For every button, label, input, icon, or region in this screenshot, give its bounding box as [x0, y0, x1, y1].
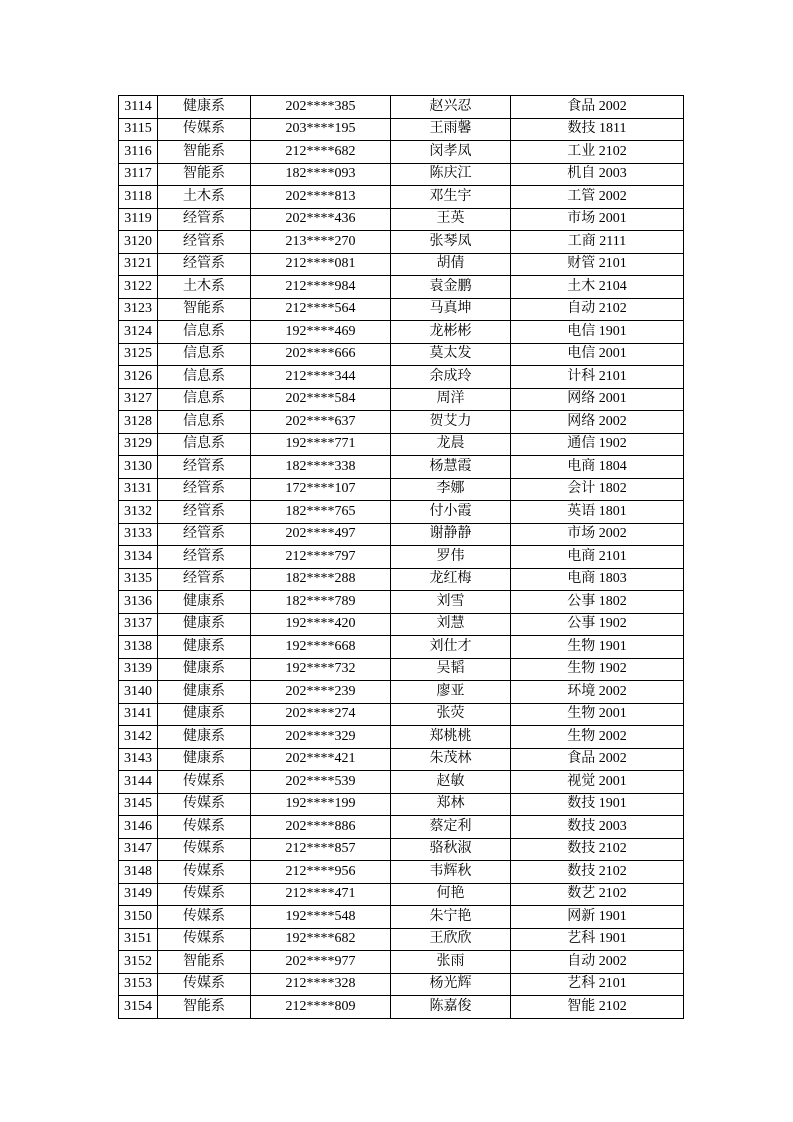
table-row [119, 838, 684, 861]
student-name-cell: 廖亚 [391, 681, 511, 704]
student-name-cell: 马真坤 [391, 298, 511, 321]
class-cell: 工商 2111 [511, 231, 684, 254]
department-cell: 传媒系 [158, 771, 251, 794]
row-id-cell: 3147 [119, 838, 158, 861]
masked-number-cell: 202****977 [251, 951, 391, 974]
department-cell: 传媒系 [158, 906, 251, 929]
row-id-cell: 3122 [119, 276, 158, 299]
masked-number-cell: 212****471 [251, 883, 391, 906]
department-cell: 经管系 [158, 253, 251, 276]
row-id-cell: 3132 [119, 501, 158, 524]
class-cell: 英语 1801 [511, 501, 684, 524]
class-cell: 生物 2001 [511, 703, 684, 726]
department-cell: 经管系 [158, 478, 251, 501]
table-row [119, 501, 684, 524]
masked-number-cell: 202****637 [251, 411, 391, 434]
class-cell: 生物 1901 [511, 636, 684, 659]
student-name-cell: 杨慧霞 [391, 456, 511, 479]
row-id-cell: 3125 [119, 343, 158, 366]
department-cell: 土木系 [158, 186, 251, 209]
department-cell: 信息系 [158, 343, 251, 366]
department-cell: 土木系 [158, 276, 251, 299]
class-cell: 工管 2002 [511, 186, 684, 209]
student-name-cell: 赵敏 [391, 771, 511, 794]
department-cell: 信息系 [158, 433, 251, 456]
department-cell: 健康系 [158, 96, 251, 119]
department-cell: 传媒系 [158, 793, 251, 816]
row-id-cell: 3144 [119, 771, 158, 794]
table-row [119, 163, 684, 186]
row-id-cell: 3128 [119, 411, 158, 434]
row-id-cell: 3137 [119, 613, 158, 636]
student-name-cell: 贺艾力 [391, 411, 511, 434]
department-cell: 健康系 [158, 681, 251, 704]
class-cell: 会计 1802 [511, 478, 684, 501]
table-row [119, 703, 684, 726]
class-cell: 数技 1901 [511, 793, 684, 816]
table-row [119, 253, 684, 276]
row-id-cell: 3119 [119, 208, 158, 231]
student-name-cell: 谢静静 [391, 523, 511, 546]
row-id-cell: 3153 [119, 973, 158, 996]
department-cell: 健康系 [158, 748, 251, 771]
row-id-cell: 3134 [119, 546, 158, 569]
table-row [119, 906, 684, 929]
row-id-cell: 3126 [119, 366, 158, 389]
class-cell: 数技 2102 [511, 861, 684, 884]
student-name-cell: 骆秋淑 [391, 838, 511, 861]
masked-number-cell: 192****668 [251, 636, 391, 659]
student-name-cell: 陈嘉俊 [391, 996, 511, 1019]
class-cell: 艺科 1901 [511, 928, 684, 951]
row-id-cell: 3118 [119, 186, 158, 209]
masked-number-cell: 212****984 [251, 276, 391, 299]
row-id-cell: 3142 [119, 726, 158, 749]
table-row [119, 456, 684, 479]
row-id-cell: 3146 [119, 816, 158, 839]
table-row [119, 298, 684, 321]
department-cell: 经管系 [158, 546, 251, 569]
student-name-cell: 张琴凤 [391, 231, 511, 254]
student-name-cell: 罗伟 [391, 546, 511, 569]
student-records-table [118, 95, 684, 1019]
table-row [119, 208, 684, 231]
department-cell: 智能系 [158, 996, 251, 1019]
row-id-cell: 3141 [119, 703, 158, 726]
student-name-cell: 邓生宇 [391, 186, 511, 209]
department-cell: 传媒系 [158, 928, 251, 951]
table-row [119, 816, 684, 839]
class-cell: 通信 1902 [511, 433, 684, 456]
masked-number-cell: 212****564 [251, 298, 391, 321]
table-row [119, 726, 684, 749]
masked-number-cell: 202****813 [251, 186, 391, 209]
class-cell: 生物 1902 [511, 658, 684, 681]
class-cell: 生物 2002 [511, 726, 684, 749]
row-id-cell: 3154 [119, 996, 158, 1019]
class-cell: 财管 2101 [511, 253, 684, 276]
student-name-cell: 袁金鹏 [391, 276, 511, 299]
student-name-cell: 张雨 [391, 951, 511, 974]
student-name-cell: 龙红梅 [391, 568, 511, 591]
masked-number-cell: 192****682 [251, 928, 391, 951]
masked-number-cell: 202****385 [251, 96, 391, 119]
student-name-cell: 莫太发 [391, 343, 511, 366]
class-cell: 电信 2001 [511, 343, 684, 366]
department-cell: 经管系 [158, 208, 251, 231]
row-id-cell: 3152 [119, 951, 158, 974]
row-id-cell: 3139 [119, 658, 158, 681]
department-cell: 传媒系 [158, 861, 251, 884]
department-cell: 智能系 [158, 951, 251, 974]
row-id-cell: 3117 [119, 163, 158, 186]
department-cell: 信息系 [158, 366, 251, 389]
row-id-cell: 3143 [119, 748, 158, 771]
masked-number-cell: 192****771 [251, 433, 391, 456]
masked-number-cell: 212****809 [251, 996, 391, 1019]
table-row [119, 478, 684, 501]
table-row [119, 186, 684, 209]
table-row [119, 568, 684, 591]
student-name-cell: 闵孝凤 [391, 141, 511, 164]
row-id-cell: 3149 [119, 883, 158, 906]
student-name-cell: 郑林 [391, 793, 511, 816]
masked-number-cell: 192****199 [251, 793, 391, 816]
row-id-cell: 3129 [119, 433, 158, 456]
student-name-cell: 郑桃桃 [391, 726, 511, 749]
class-cell: 市场 2001 [511, 208, 684, 231]
table-row [119, 658, 684, 681]
table-row [119, 118, 684, 141]
class-cell: 环境 2002 [511, 681, 684, 704]
row-id-cell: 3114 [119, 96, 158, 119]
table-row [119, 546, 684, 569]
student-name-cell: 刘雪 [391, 591, 511, 614]
student-name-cell: 赵兴忍 [391, 96, 511, 119]
row-id-cell: 3124 [119, 321, 158, 344]
class-cell: 网络 2002 [511, 411, 684, 434]
department-cell: 健康系 [158, 591, 251, 614]
student-name-cell: 王英 [391, 208, 511, 231]
student-name-cell: 龙彬彬 [391, 321, 511, 344]
masked-number-cell: 202****666 [251, 343, 391, 366]
masked-number-cell: 212****081 [251, 253, 391, 276]
class-cell: 计科 2101 [511, 366, 684, 389]
department-cell: 健康系 [158, 613, 251, 636]
row-id-cell: 3148 [119, 861, 158, 884]
row-id-cell: 3133 [119, 523, 158, 546]
department-cell: 信息系 [158, 388, 251, 411]
masked-number-cell: 213****270 [251, 231, 391, 254]
table-row [119, 276, 684, 299]
class-cell: 数技 1811 [511, 118, 684, 141]
table-row [119, 388, 684, 411]
masked-number-cell: 202****539 [251, 771, 391, 794]
masked-number-cell: 212****344 [251, 366, 391, 389]
masked-number-cell: 202****421 [251, 748, 391, 771]
table-row [119, 681, 684, 704]
table-row [119, 793, 684, 816]
student-name-cell: 龙晨 [391, 433, 511, 456]
department-cell: 经管系 [158, 231, 251, 254]
table-row [119, 883, 684, 906]
class-cell: 数技 2102 [511, 838, 684, 861]
class-cell: 自动 2002 [511, 951, 684, 974]
row-id-cell: 3131 [119, 478, 158, 501]
department-cell: 经管系 [158, 568, 251, 591]
row-id-cell: 3145 [119, 793, 158, 816]
table-row [119, 771, 684, 794]
row-id-cell: 3138 [119, 636, 158, 659]
masked-number-cell: 212****682 [251, 141, 391, 164]
table-row [119, 366, 684, 389]
masked-number-cell: 192****732 [251, 658, 391, 681]
row-id-cell: 3127 [119, 388, 158, 411]
masked-number-cell: 182****789 [251, 591, 391, 614]
class-cell: 智能 2102 [511, 996, 684, 1019]
masked-number-cell: 203****195 [251, 118, 391, 141]
table-row [119, 433, 684, 456]
department-cell: 智能系 [158, 163, 251, 186]
department-cell: 传媒系 [158, 816, 251, 839]
table-row [119, 613, 684, 636]
student-name-cell: 韦辉秋 [391, 861, 511, 884]
department-cell: 经管系 [158, 456, 251, 479]
table-row [119, 591, 684, 614]
class-cell: 电商 1804 [511, 456, 684, 479]
class-cell: 电信 1901 [511, 321, 684, 344]
masked-number-cell: 182****338 [251, 456, 391, 479]
class-cell: 机自 2003 [511, 163, 684, 186]
class-cell: 数技 2003 [511, 816, 684, 839]
class-cell: 公事 1902 [511, 613, 684, 636]
department-cell: 经管系 [158, 523, 251, 546]
class-cell: 艺科 2101 [511, 973, 684, 996]
table-row [119, 928, 684, 951]
records-table-body [119, 96, 684, 1019]
table-row [119, 96, 684, 119]
student-name-cell: 周洋 [391, 388, 511, 411]
masked-number-cell: 212****797 [251, 546, 391, 569]
masked-number-cell: 202****584 [251, 388, 391, 411]
department-cell: 智能系 [158, 141, 251, 164]
department-cell: 智能系 [158, 298, 251, 321]
masked-number-cell: 202****436 [251, 208, 391, 231]
row-id-cell: 3121 [119, 253, 158, 276]
masked-number-cell: 192****548 [251, 906, 391, 929]
department-cell: 传媒系 [158, 883, 251, 906]
masked-number-cell: 212****857 [251, 838, 391, 861]
table-row [119, 748, 684, 771]
student-name-cell: 朱宁艳 [391, 906, 511, 929]
table-row [119, 231, 684, 254]
class-cell: 电商 1803 [511, 568, 684, 591]
row-id-cell: 3136 [119, 591, 158, 614]
department-cell: 信息系 [158, 321, 251, 344]
table-row [119, 523, 684, 546]
table-row [119, 973, 684, 996]
table-row [119, 411, 684, 434]
class-cell: 公事 1802 [511, 591, 684, 614]
table-row [119, 343, 684, 366]
student-name-cell: 李娜 [391, 478, 511, 501]
row-id-cell: 3151 [119, 928, 158, 951]
row-id-cell: 3140 [119, 681, 158, 704]
student-name-cell: 王雨馨 [391, 118, 511, 141]
masked-number-cell: 202****497 [251, 523, 391, 546]
masked-number-cell: 182****093 [251, 163, 391, 186]
masked-number-cell: 192****469 [251, 321, 391, 344]
table-row [119, 321, 684, 344]
class-cell: 网新 1901 [511, 906, 684, 929]
masked-number-cell: 202****274 [251, 703, 391, 726]
row-id-cell: 3115 [119, 118, 158, 141]
department-cell: 传媒系 [158, 973, 251, 996]
class-cell: 食品 2002 [511, 748, 684, 771]
class-cell: 自动 2102 [511, 298, 684, 321]
student-name-cell: 何艳 [391, 883, 511, 906]
student-name-cell: 余成玲 [391, 366, 511, 389]
department-cell: 健康系 [158, 636, 251, 659]
row-id-cell: 3135 [119, 568, 158, 591]
class-cell: 工业 2102 [511, 141, 684, 164]
class-cell: 视觉 2001 [511, 771, 684, 794]
department-cell: 健康系 [158, 658, 251, 681]
student-name-cell: 杨光辉 [391, 973, 511, 996]
row-id-cell: 3120 [119, 231, 158, 254]
department-cell: 健康系 [158, 703, 251, 726]
table-row [119, 951, 684, 974]
class-cell: 电商 2101 [511, 546, 684, 569]
table-row [119, 996, 684, 1019]
table-row [119, 141, 684, 164]
masked-number-cell: 192****420 [251, 613, 391, 636]
student-name-cell: 蔡定利 [391, 816, 511, 839]
class-cell: 数艺 2102 [511, 883, 684, 906]
masked-number-cell: 202****886 [251, 816, 391, 839]
masked-number-cell: 212****956 [251, 861, 391, 884]
masked-number-cell: 202****239 [251, 681, 391, 704]
table-row [119, 861, 684, 884]
student-name-cell: 朱茂林 [391, 748, 511, 771]
student-name-cell: 付小霞 [391, 501, 511, 524]
student-name-cell: 胡倩 [391, 253, 511, 276]
row-id-cell: 3130 [119, 456, 158, 479]
table-row [119, 636, 684, 659]
row-id-cell: 3123 [119, 298, 158, 321]
row-id-cell: 3150 [119, 906, 158, 929]
department-cell: 传媒系 [158, 118, 251, 141]
class-cell: 市场 2002 [511, 523, 684, 546]
class-cell: 土木 2104 [511, 276, 684, 299]
department-cell: 健康系 [158, 726, 251, 749]
class-cell: 网络 2001 [511, 388, 684, 411]
student-name-cell: 陈庆江 [391, 163, 511, 186]
class-cell: 食品 2002 [511, 96, 684, 119]
masked-number-cell: 212****328 [251, 973, 391, 996]
department-cell: 经管系 [158, 501, 251, 524]
department-cell: 信息系 [158, 411, 251, 434]
masked-number-cell: 202****329 [251, 726, 391, 749]
student-name-cell: 刘仕才 [391, 636, 511, 659]
department-cell: 传媒系 [158, 838, 251, 861]
student-name-cell: 王欣欣 [391, 928, 511, 951]
student-name-cell: 张荧 [391, 703, 511, 726]
masked-number-cell: 172****107 [251, 478, 391, 501]
student-name-cell: 刘慧 [391, 613, 511, 636]
student-name-cell: 吴韬 [391, 658, 511, 681]
masked-number-cell: 182****765 [251, 501, 391, 524]
row-id-cell: 3116 [119, 141, 158, 164]
masked-number-cell: 182****288 [251, 568, 391, 591]
